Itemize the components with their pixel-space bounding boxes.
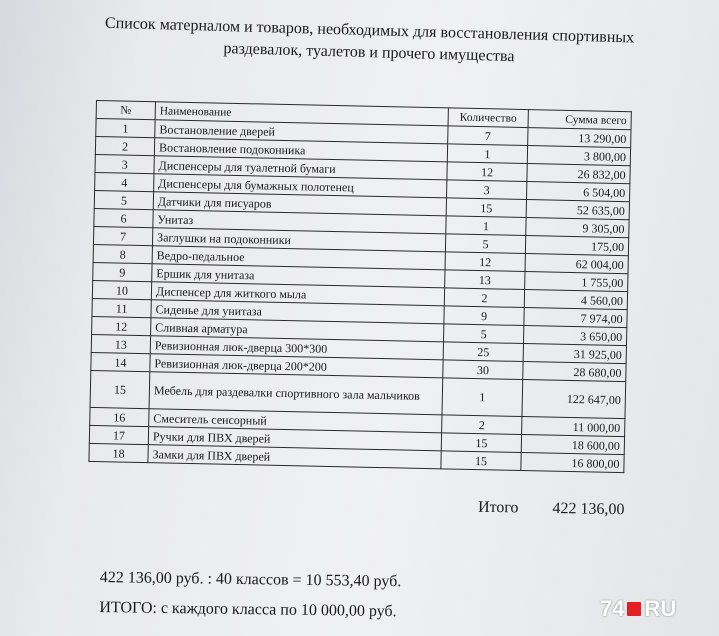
document-title <box>79 12 660 72</box>
row-number: 15 <box>90 370 150 408</box>
total-line <box>478 499 625 520</box>
row-name: Унитаз <box>153 210 446 234</box>
watermark-logo <box>600 596 676 622</box>
row-quantity: 15 <box>441 451 521 471</box>
row-name: Ершик для унитаза <box>152 264 445 288</box>
row-name: Мебель для раздевалки спортивного зала мальчиков <box>149 372 443 415</box>
table-body <box>89 119 631 473</box>
total-label: Итого <box>477 498 519 517</box>
row-number: 2 <box>95 137 154 156</box>
row-sum: 13 290,00 <box>528 128 631 148</box>
row-name: Сиденье для унитаза <box>151 300 444 324</box>
row-number: 11 <box>92 298 151 317</box>
row-number: 4 <box>95 172 154 191</box>
title-line-1: Список матерналом и товаров, необходимых для восстановления спортивных <box>104 14 635 47</box>
row-quantity: 3 <box>447 180 527 200</box>
row-number: 17 <box>89 425 148 444</box>
row-quantity: 12 <box>445 252 525 272</box>
header-name: Наименование <box>155 102 448 126</box>
row-quantity: 15 <box>441 433 521 453</box>
row-name: Ручки для ПВХ дверей <box>148 427 441 451</box>
row-name: Замки для ПВХ дверей <box>148 445 441 469</box>
row-number: 12 <box>92 316 151 335</box>
materials-table-wrapper <box>88 100 631 473</box>
row-sum: 52 635,00 <box>526 200 629 220</box>
row-name: Ревизионная люк-дверца 200*200 <box>150 354 443 378</box>
row-sum: 9 305,00 <box>526 218 629 238</box>
row-number: 1 <box>96 119 155 138</box>
header-quantity: Количество <box>448 108 528 128</box>
row-number: 6 <box>94 208 153 227</box>
row-number: 18 <box>89 443 148 462</box>
row-name: Ведро-педальное <box>152 246 445 270</box>
row-name: Востановление подоконника <box>154 138 447 162</box>
row-quantity: 15 <box>446 198 526 218</box>
row-name: Ревизионная люк-дверца 300*300 <box>150 336 443 360</box>
total-value: 422 136,00 <box>552 500 625 519</box>
row-sum: 1 755,00 <box>525 272 628 292</box>
row-quantity: 2 <box>444 288 524 308</box>
row-sum: 18 600,00 <box>521 434 624 454</box>
row-quantity: 30 <box>443 360 523 380</box>
header-number: № <box>96 101 155 120</box>
row-quantity: 12 <box>447 162 527 182</box>
row-quantity: 9 <box>444 306 524 326</box>
row-quantity: 7 <box>448 126 528 146</box>
row-sum: 6 504,00 <box>527 182 630 202</box>
row-sum: 11 000,00 <box>522 416 625 436</box>
row-quantity: 5 <box>445 234 525 254</box>
row-sum: 7 974,00 <box>524 308 627 328</box>
row-number: 10 <box>92 280 151 299</box>
row-number: 16 <box>90 407 149 426</box>
header-sum: Сумма всего <box>528 110 631 130</box>
row-name: Сливная арматура <box>151 318 444 342</box>
row-number: 5 <box>94 190 153 209</box>
row-sum: 4 560,00 <box>524 290 627 310</box>
row-name: Востановление дверей <box>155 120 448 144</box>
row-sum: 3 800,00 <box>527 146 630 166</box>
row-name: Диспенсеры для бумажных полотенец <box>154 174 447 198</box>
row-sum: 175,00 <box>525 236 628 256</box>
calc-line-2: ИТОГО: с каждого класса по 10 000,00 руб. <box>99 598 397 621</box>
row-quantity: 1 <box>442 378 523 417</box>
row-sum: 3 650,00 <box>523 326 626 346</box>
row-number: 13 <box>91 334 150 353</box>
handwritten-calculation <box>99 563 401 627</box>
row-sum: 26 832,00 <box>527 164 630 184</box>
row-sum: 31 925,00 <box>523 344 626 364</box>
row-number: 14 <box>91 352 150 371</box>
row-number: 3 <box>95 154 154 173</box>
row-number: 9 <box>93 262 152 281</box>
title-line-2: раздевалок, туалетов и прочего имущества <box>223 40 515 66</box>
row-quantity: 2 <box>442 415 522 435</box>
logo-dot-icon <box>627 602 641 616</box>
row-quantity: 1 <box>447 144 527 164</box>
row-name: Диспенсер для житкого мыла <box>151 282 444 306</box>
materials-table <box>88 100 631 473</box>
row-sum: 62 004,00 <box>525 254 628 274</box>
row-name: Заглушки на подоконники <box>152 228 445 252</box>
row-quantity: 25 <box>443 342 523 362</box>
row-sum: 122 647,00 <box>522 379 626 418</box>
row-name: Датчики для писуаров <box>153 192 446 216</box>
logo-text-left: 74 <box>600 596 625 621</box>
row-number: 7 <box>93 226 152 245</box>
row-name: Диспенсеры для туалетной бумаги <box>154 156 447 180</box>
row-number: 8 <box>93 244 152 263</box>
row-quantity: 1 <box>446 216 526 236</box>
calc-line-1: 422 136,00 руб. : 40 классов = 10 553,40 руб. <box>99 568 402 591</box>
row-quantity: 5 <box>444 324 524 344</box>
row-name: Смеситель сенсорный <box>149 409 442 433</box>
row-sum: 28 680,00 <box>523 362 626 382</box>
row-sum: 16 800,00 <box>521 452 624 472</box>
logo-text-right: RU <box>644 596 677 621</box>
row-quantity: 13 <box>445 270 525 290</box>
